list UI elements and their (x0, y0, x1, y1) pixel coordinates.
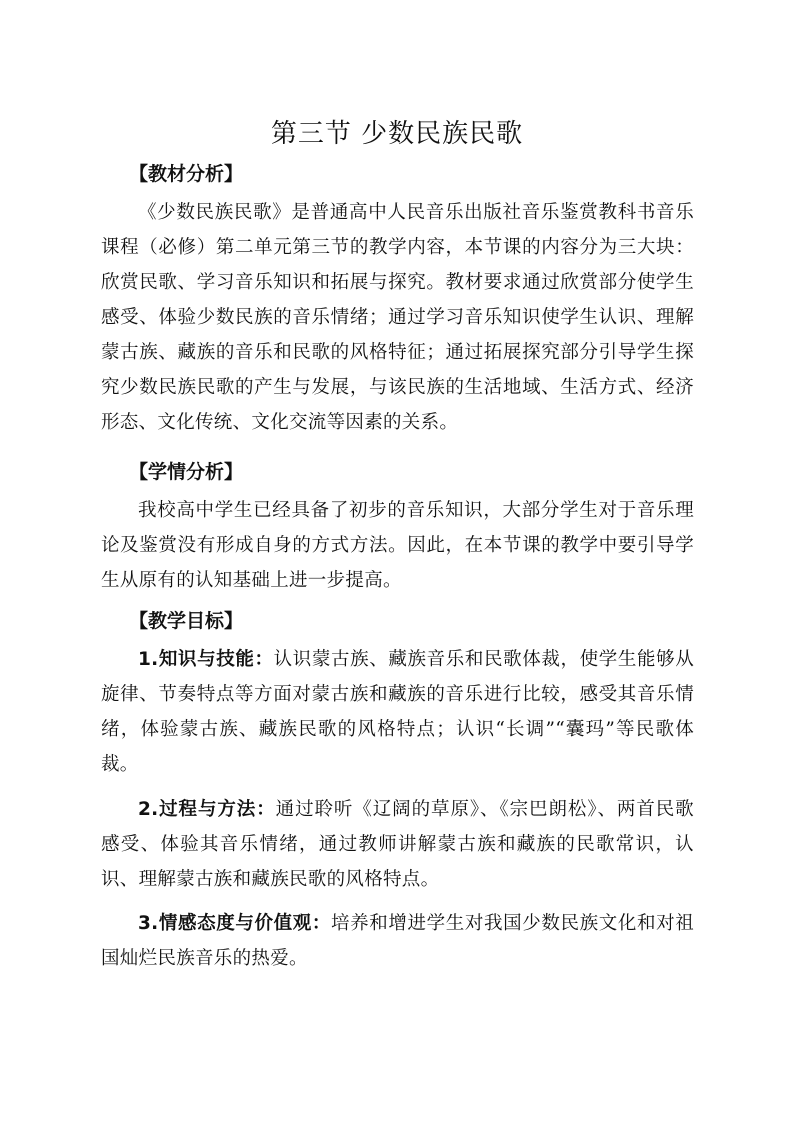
section-heading-student-analysis: 【学情分析】 (129, 461, 244, 483)
student-analysis-paragraph: 我校高中学生已经具备了初步的音乐知识，大部分学生对于音乐理论及鉴赏没有形成自身的方式方法。因此，在本节课的教学中要引导学生从原有的认知基础上进一步提高。 (101, 500, 694, 591)
goal-text: 通过聆听《辽阔的草原》、《宗巴朗松》、两首民歌感受、体验其音乐情绪，通过教师讲解蒙古族和藏族的民歌常识，认识、理解蒙古族和藏族民歌的风格特点。 (101, 799, 694, 890)
section-heading-textbook-analysis: 【教材分析】 (129, 163, 244, 185)
goal-label: 1.知识与技能： (138, 649, 274, 670)
goal-item-process-method (101, 792, 694, 897)
textbook-analysis-paragraph: 《少数民族民歌》是普通高中人民音乐出版社音乐鉴赏教科书音乐课程（必修）第二单元第三节的教学内容，本节课的内容分为三大块：欣赏民歌、学习音乐知识和拓展与探究。教材要求通过欣赏部分使学生感受、体验少数民族的音乐情绪；通过学习音乐知识使学生认识、理解蒙古族、藏族的音乐和民歌的风格特征；通过拓展探究部分引导学生探究少数民族民歌的产生与发展，与该民族的生活地域、生活方式、经济形态、文化传统、文化交流等因素的关系。 (101, 202, 694, 433)
goal-item-knowledge-skills (101, 642, 694, 782)
goal-label: 2.过程与方法： (138, 799, 276, 820)
goal-text: 认识蒙古族、藏族音乐和民歌体裁，使学生能够从旋律、节奏特点等方面对蒙古族和藏族的音乐进行比较，感受其音乐情绪，体验蒙古族、藏族民歌的风格特点；认识“长调”“囊玛”等民歌体裁。 (101, 649, 694, 775)
page-title: 第三节 少数民族民歌 (270, 119, 524, 149)
goal-label: 3.情感态度与价值观： (138, 913, 331, 934)
goal-text: 培养和增进学生对我国少数民族文化和对祖国灿烂民族音乐的热爱。 (101, 913, 695, 969)
section-heading-teaching-goals: 【教学目标】 (129, 610, 244, 632)
goal-item-emotion-values (101, 906, 694, 976)
